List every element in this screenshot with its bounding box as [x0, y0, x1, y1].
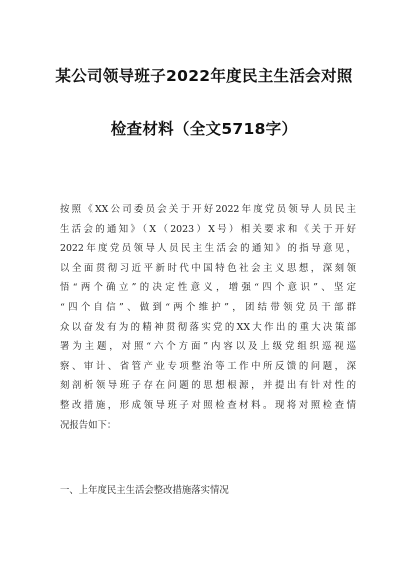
paragraph-line: 以全面贯彻习近平新时代中国特色社会主义思想，深刻领: [60, 262, 356, 274]
intro-paragraph: [60, 200, 356, 435]
paragraph-line: 按照《XX公司委员会关于开好2022年度党员领导人员民主: [60, 204, 356, 215]
document-title-line-2: 检查材料（全文5718字）: [110, 120, 298, 138]
document-title-line-1: 某公司领导班子2022年度民主生活会对照: [55, 67, 353, 85]
paragraph-line: 悟“两个确立”的决定性意义，增强“四个意识”、坚定: [60, 282, 356, 294]
paragraph-line: 刻剖析领导班子存在问题的思想根源，并提出有针对性的: [60, 380, 356, 392]
paragraph-line: 察、审计、省管产业专项整治等工作中所反馈的问题，深: [60, 360, 356, 372]
paragraph-line: 众以奋发有为的精神贯彻落实党的XX大作出的重大决策部: [60, 321, 356, 333]
section-heading: 一、上年度民主生活会整改措施落实情况: [60, 485, 229, 496]
paragraph-line: 署为主题，对照“六个方面”内容以及上级党组织巡视巡: [60, 341, 356, 353]
paragraph-line: 况报告如下：: [60, 419, 117, 431]
paragraph-line: 整改措施，形成领导班子对照检查材料。现将对照检查情: [60, 399, 356, 411]
paragraph-line: 2022年度党员领导人员民主生活会的通知》的指导意见，: [60, 243, 356, 255]
paragraph-line: 生活会的通知》（X（2023）X号）相关要求和《关于开好: [60, 223, 356, 235]
paragraph-line: “四个自信”、做到“两个维护”，团结带领党员干部群: [60, 301, 356, 313]
